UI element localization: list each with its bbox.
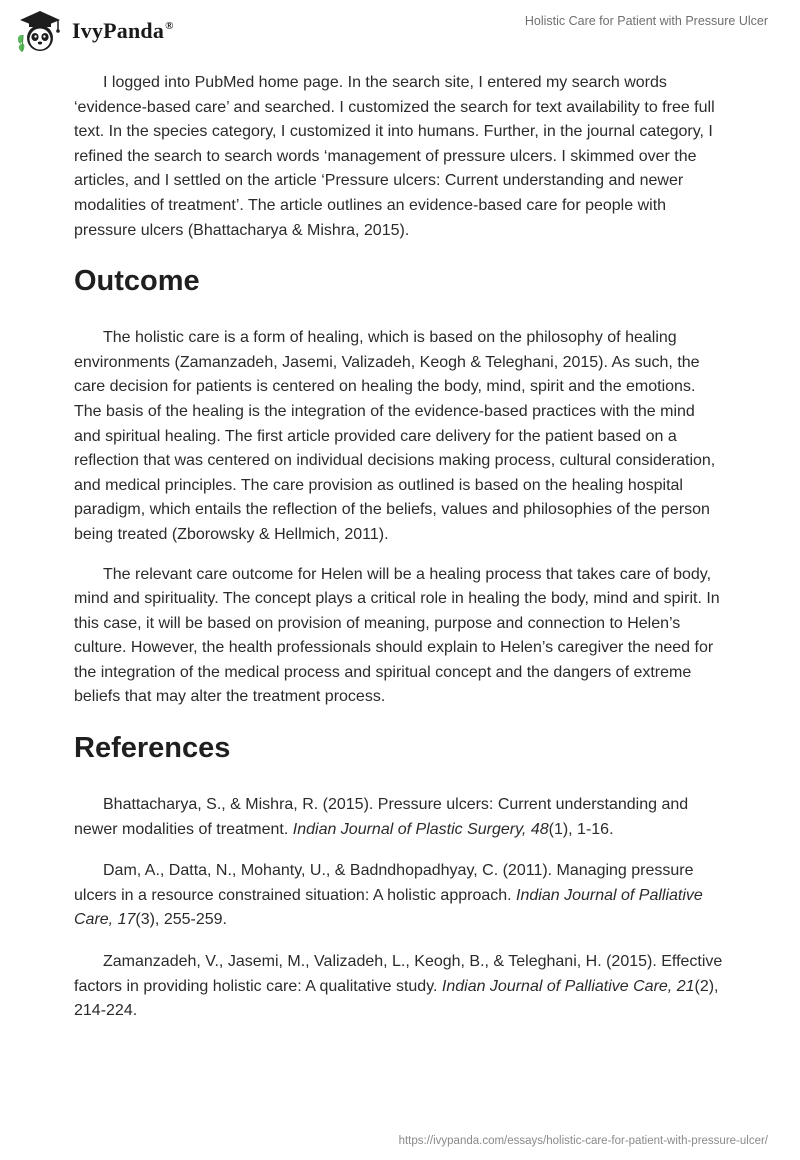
reference-item: Dam, A., Datta, N., Mohanty, U., & Badndhopadhyay, C. (2011). Managing pressure ulcers in a resource constrained situation: A holistic approach. Indian Journal of Palliative Care, 17(3), 255-259. [74,862,703,929]
panda-graduate-icon [14,8,66,54]
intro-paragraph: I logged into PubMed home page. In the search site, I entered my search words ‘evidence-based care’ and searched. I customized the search for text availability to free full text. In the species category, I customized it into humans. Further, in the journal category, I refined the search to search words ‘management of pressure ulcers. I skimmed over the articles, and I settled on the article ‘Pressure ulcers: Current understanding and newer modalities of treatment’. The article outlines an evidence-based care for people with pressure ulcers (Bhattacharya & Mishra, 2015). [74,74,715,239]
ivypanda-logo[interactable] [14,8,174,54]
page-header [0,0,800,64]
references-heading: References [74,732,231,765]
outcome-heading: Outcome [74,265,200,298]
outcome-paragraph: The relevant care outcome for Helen will be a healing process that takes care of body, mind and spirituality. The concept plays a critical role in healing the body, mind and spirit. In this case, it will be based on provision of meaning, purpose and connection to Helen’s culture. However, the health professionals should explain to Helen’s caregiver the need for the integration of the medical process and spiritual concept and the dangers of extreme beliefs that may alter the treatment process. [74,565,720,706]
reference-item: Zamanzadeh, V., Jasemi, M., Valizadeh, L., Keogh, B., & Teleghani, H. (2015). Effective factors in providing holistic care: A qualitative study. Indian Journal of Palliative Care, 21(2), 214-224. [74,953,723,1020]
outcome-paragraph: The holistic care is a form of healing, which is based on the philosophy of healing environments (Zamanzadeh, Jasemi, Valizadeh, Keogh & Teleghani, 2015). As such, the care decision for patients is centered on healing the body, mind, spirit and the emotions. The basis of the healing is the integration of the evidence-based practices with the mind and spiritual healing. The first article provided care delivery for the patient based on a reflection that was centered on individual decisions making process, cultural consideration, and medical principles. The care provision as outlined is based on the healing hospital paradigm, which entails the reflection of the beliefs, values and philosophies of the person being treated (Zborowsky & Hellmich, 2011). [74,329,716,543]
essay-body [74,71,724,1041]
source-url[interactable]: https://ivypanda.com/essays/holistic-care-for-patient-with-pressure-ulcer/ [398,1135,768,1147]
document-title: Holistic Care for Patient with Pressure Ulcer [524,14,768,28]
brand-name: IvyPanda® [72,18,174,43]
reference-item: Bhattacharya, S., & Mishra, R. (2015). Pressure ulcers: Current understanding and newer modalities of treatment. Indian Journal of Plastic Surgery, 48(1), 1-16. [74,796,689,838]
